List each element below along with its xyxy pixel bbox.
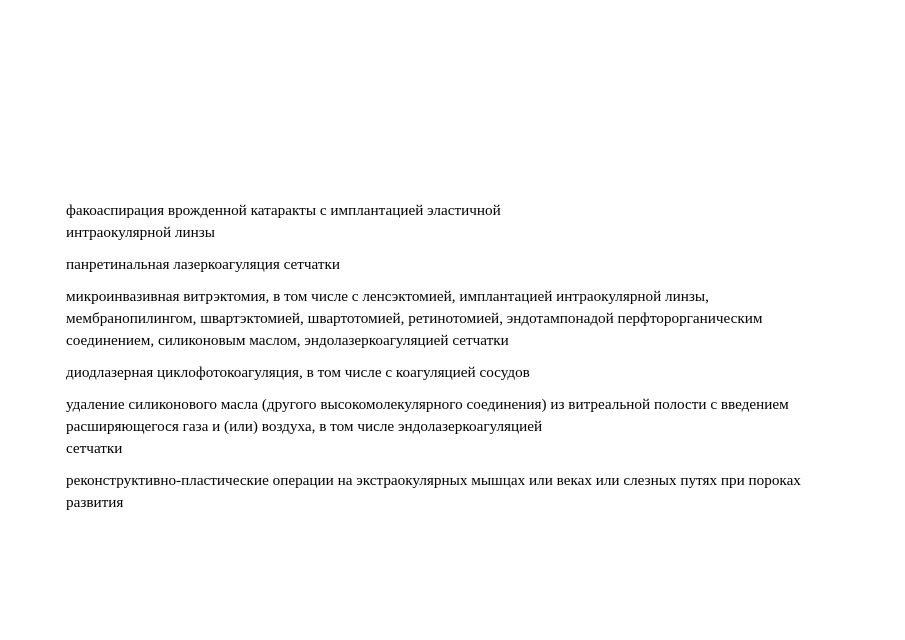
procedure-line: удаление силиконового масла (другого высокомолекулярного соединения) из витреальной полости с введением (66, 396, 789, 413)
procedure-line: панретинальная лазеркоагуляция сетчатки (66, 256, 341, 273)
procedure-line: интраокулярной линзы (66, 224, 215, 241)
procedure-line: микроинвазивная витрэктомия, в том числе с ленсэктомией, имплантацией интраокулярной линзы, (66, 288, 709, 305)
procedure-line: сетчатки (66, 440, 123, 457)
procedure-line: диодлазерная циклофотокоагуляция, в том числе с коагуляцией сосудов (66, 364, 530, 381)
procedure-item (66, 254, 866, 276)
procedure-item (66, 286, 866, 352)
procedure-line: расширяющегося газа и (или) воздуха, в том числе эндолазеркоагуляцией (66, 418, 543, 435)
procedure-line: мембранопилингом, швартэктомией, швартотомией, ретинотомией, эндотампонадой перфторорганическим (66, 310, 763, 327)
procedure-line: соединением, силиконовым маслом, эндолазеркоагуляцией сетчатки (66, 332, 509, 349)
procedure-line: реконструктивно-пластические операции на экстраокулярных мышцах или веках или слезных путях при пороках (66, 472, 801, 489)
procedure-line: факоаспирация врожденной катаракты с имплантацией эластичной (66, 202, 501, 219)
procedure-item (66, 394, 866, 460)
procedure-list (66, 200, 866, 524)
procedure-item (66, 362, 866, 384)
procedure-item (66, 470, 866, 514)
procedure-item (66, 200, 866, 244)
procedure-line: развития (66, 494, 124, 511)
